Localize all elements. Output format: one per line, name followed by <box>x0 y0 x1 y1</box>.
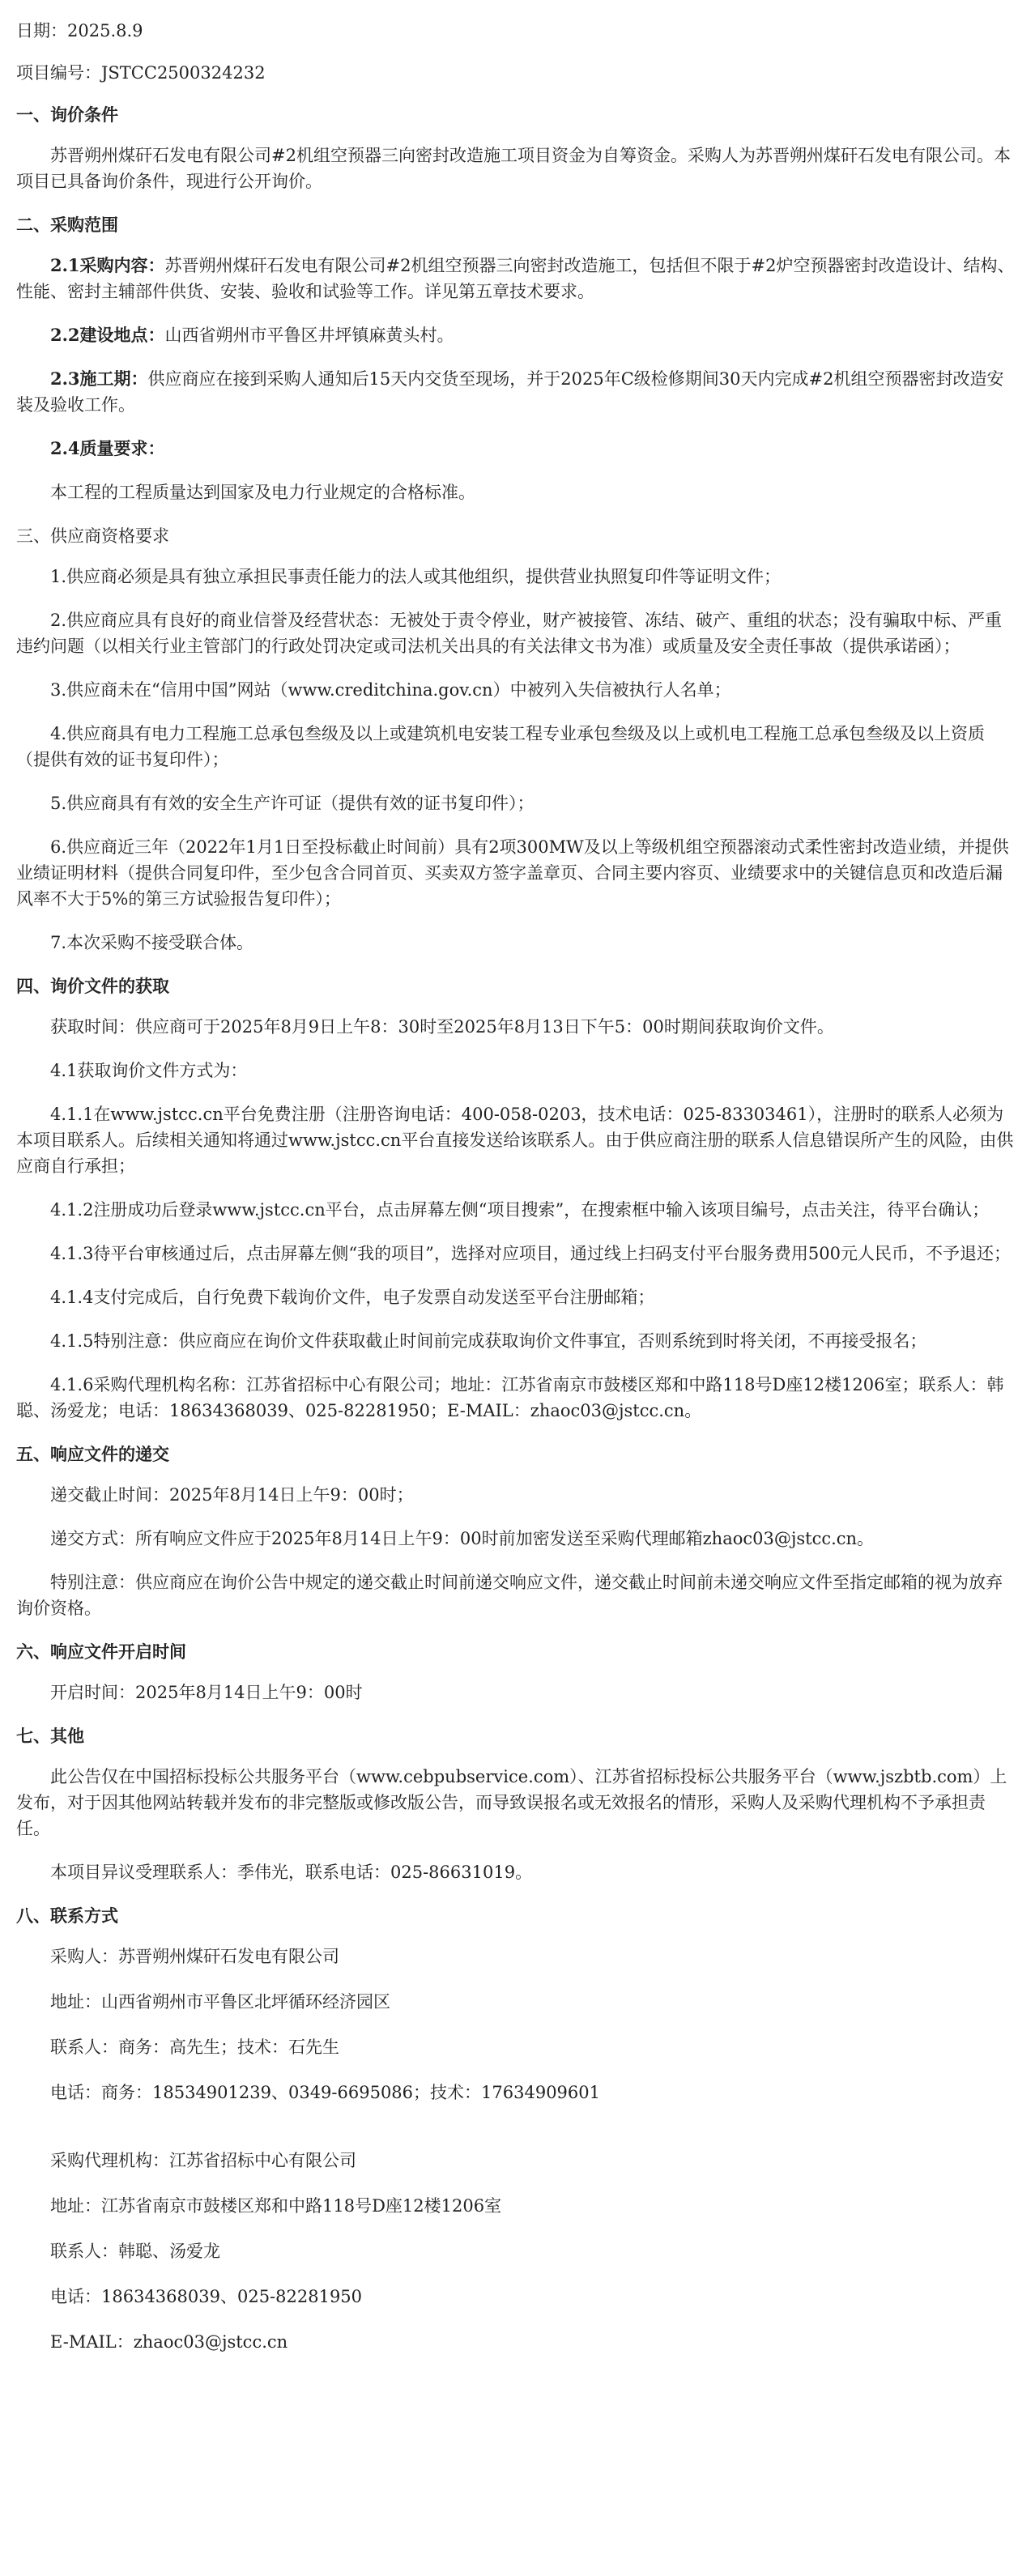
section-heading-obtain-documents: 四、询价文件的获取 <box>16 976 169 996</box>
section-heading-submission: 五、响应文件的递交 <box>16 1444 169 1464</box>
obtain-step: 4.1.2注册成功后登录www.jstcc.cn平台，点击屏幕左侧“项目搜索”，在搜索框中输入该项目编号，点击关注，待平台确认； <box>50 1200 990 1220</box>
scope-item-label: 2.3施工期： <box>50 368 148 389</box>
inquiry-conditions-text: 苏晋朔州煤矸石发电有限公司#2机组空预器三向密封改造施工项目资金为自筹资金。采购人为苏晋朔州煤矸石发电有限公司。本项目已具备询价条件，现进行公开询价。 <box>16 146 1011 191</box>
submission-method: 递交方式：所有响应文件应于2025年8月14日上午9：00时前加密发送至采购代理邮箱zhaoc03@jstcc.cn。 <box>50 1529 875 1548</box>
obtain-step: 4.1.6采购代理机构名称：江苏省招标中心有限公司；地址：江苏省南京市鼓楼区郑和中路118号D座12楼1206室；联系人：韩聪、汤爱龙；电话：18634368039、025-82281950；E-MAIL：zhaoc03@jstcc.cn。 <box>16 1375 1004 1420</box>
scope-item-label: 2.2建设地点： <box>50 325 165 345</box>
scope-item-location <box>16 322 1019 348</box>
scope-item-label: 2.4质量要求： <box>50 438 165 458</box>
objection-contact: 本项目异议受理联系人：季伟光，联系电话：025-86631019。 <box>50 1863 533 1882</box>
qualification-item: 5.供应商具有有效的安全生产许可证（提供有效的证书复印件）； <box>50 794 535 813</box>
scope-item-content <box>16 253 1019 304</box>
section-heading-opening-time: 六、响应文件开启时间 <box>16 1641 186 1662</box>
qualification-item: 3.供应商未在“信用中国”网站（www.creditchina.gov.cn）中被列入失信被执行人名单； <box>50 680 731 700</box>
submission-deadline: 递交截止时间：2025年8月14日上午9：00时； <box>50 1485 414 1505</box>
qualification-item: 1.供应商必须是具有独立承担民事责任能力的法人或其他组织，提供营业执照复印件等证明文件； <box>50 567 782 586</box>
scope-item-schedule <box>16 366 1019 418</box>
obtain-step: 4.1.1在www.jstcc.cn平台免费注册（注册咨询电话：400-058-0203，技术电话：025-83303461），注册时的联系人必须为本项目联系人。后续相关通知将通过www.jstcc.cn平台直接发送给该联系人。由于供应商注册的联系人信息错误所产生的风险，由供应商自行承担； <box>16 1105 1014 1176</box>
qualification-item: 4.供应商具有电力工程施工总承包叁级及以上或建筑机电安装工程专业承包叁级及以上或机电工程施工总承包叁级及以上资质（提供有效的证书复印件）； <box>16 724 986 769</box>
buyer-contact: 联系人：商务：高先生；技术：石先生 <box>50 2037 339 2057</box>
scope-item-text: 供应商应在接到采购人通知后15天内交货至现场，并于2025年C级检修期间30天内完成#2机组空预器密封改造安装及验收工作。 <box>16 369 1004 415</box>
buyer-phone: 电话：商务：18534901239、0349-6695086；技术：17634909601 <box>50 2083 601 2102</box>
scope-item-label: 2.1采购内容： <box>50 255 165 275</box>
section-heading-inquiry-conditions: 一、询价条件 <box>16 104 118 125</box>
announcement-date: 日期：2025.8.9 <box>16 21 143 40</box>
publication-notice: 此公告仅在中国招标投标公共服务平台（www.cebpubservice.com）、江苏省招标投标公共服务平台（www.jszbtb.com）上发布，对于因其他网站转载并发布的非完整版或修改版公告，而导致误报名或无效报名的情形，采购人及采购代理机构不予承担责任。 <box>16 1767 1007 1838</box>
buyer-name: 采购人：苏晋朔州煤矸石发电有限公司 <box>50 1947 339 1966</box>
section-heading-procurement-scope: 二、采购范围 <box>16 215 118 235</box>
section-heading-contact: 八、联系方式 <box>16 1905 118 1926</box>
section-heading-other: 七、其他 <box>16 1726 84 1746</box>
obtain-step: 4.1.3待平台审核通过后，点击屏幕左侧“我的项目”，选择对应项目，通过线上扫码支付平台服务费用500元人民币，不予退还； <box>50 1244 1011 1263</box>
qualification-item: 6.供应商近三年（2022年1月1日至投标截止时间前）具有2项300MW及以上等级机组空预器滚动式柔性密封改造业绩，并提供业绩证明材料（提供合同复印件，至少包含合同首页、买卖双方签字盖章页、合同主要内容页、业绩要求中的关键信息页和改造后漏风率不大于5%的第三方试验报告复印件）； <box>16 837 1009 909</box>
obtain-method: 4.1获取询价文件方式为： <box>50 1061 248 1080</box>
qualification-item: 7.本次采购不接受联合体。 <box>50 933 254 952</box>
qualification-item: 2.供应商应具有良好的商业信誉及经营状态：无被处于责令停业，财产被接管、冻结、破产、重组的状态；没有骗取中标、严重违约问题（以相关行业主管部门的行政处罚决定或司法机关出具的有关法律文书为准）或质量及安全责任事故（提供承诺函）； <box>16 611 1003 656</box>
agent-address: 地址：江苏省南京市鼓楼区郑和中路118号D座12楼1206室 <box>50 2196 502 2216</box>
contact-spacer <box>16 2125 1019 2148</box>
agent-email: E-MAIL：zhaoc03@jstcc.cn <box>50 2332 288 2352</box>
scope-item-quality-label <box>16 436 1019 462</box>
project-number: 项目编号：JSTCC2500324232 <box>16 63 266 83</box>
agent-contact: 联系人：韩聪、汤爱龙 <box>50 2242 220 2261</box>
scope-item-quality-text: 本工程的工程质量达到国家及电力行业规定的合格标准。 <box>50 483 475 502</box>
opening-time: 开启时间：2025年8月14日上午9：00时 <box>50 1683 363 1702</box>
obtain-time: 获取时间：供应商可于2025年8月9日上午8：30时至2025年8月13日下午5：00时期间获取询价文件。 <box>50 1017 834 1037</box>
scope-item-text: 苏晋朔州煤矸石发电有限公司#2机组空预器三向密封改造施工，包括但不限于#2炉空预器密封改造设计、结构、性能、密封主辅部件供货、安装、验收和试验等工作。详见第五章技术要求。 <box>16 256 1015 301</box>
scope-item-text: 山西省朔州市平鲁区井坪镇麻黄头村。 <box>164 326 454 345</box>
agent-phone: 电话：18634368039、025-82281950 <box>50 2287 363 2306</box>
buyer-address: 地址：山西省朔州市平鲁区北坪循环经济园区 <box>50 1992 390 2012</box>
submission-notice: 特别注意：供应商应在询价公告中规定的递交截止时间前递交响应文件，递交截止时间前未递交响应文件至指定邮箱的视为放弃询价资格。 <box>16 1573 1003 1618</box>
obtain-step: 4.1.4支付完成后，自行免费下载询价文件，电子发票自动发送至平台注册邮箱； <box>50 1288 655 1307</box>
obtain-step: 4.1.5特别注意：供应商应在询价文件获取截止时间前完成获取询价文件事宜，否则系统到时将关闭，不再接受报名； <box>50 1331 927 1351</box>
agent-name: 采购代理机构：江苏省招标中心有限公司 <box>50 2151 356 2170</box>
section-heading-supplier-qualifications: 三、供应商资格要求 <box>16 526 169 546</box>
